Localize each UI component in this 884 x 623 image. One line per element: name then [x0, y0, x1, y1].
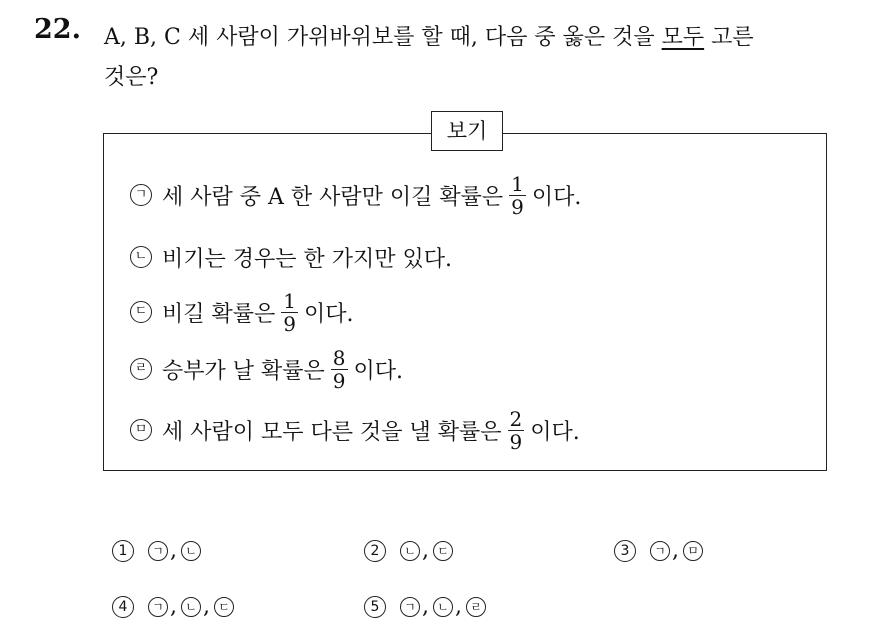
circled-letter-icon: ㄱ [400, 597, 420, 617]
answer-choice-5[interactable]: 5 ㄱ , ㄴ , ㄹ [364, 594, 486, 619]
answer-choice-3[interactable]: 3 ㄱ , ㅁ [614, 538, 703, 563]
fraction-denominator: 9 [332, 368, 346, 393]
statement-text: 승부가 날 확률은 [162, 358, 325, 384]
statement-item [130, 284, 354, 340]
fraction [509, 173, 526, 218]
fraction-denominator: 9 [283, 311, 296, 336]
choice-number-icon: 5 [364, 596, 386, 618]
circled-letter-icon: ㄱ [148, 597, 168, 617]
circled-letter-icon: ㄴ [181, 541, 201, 561]
question-number: 22. [34, 14, 81, 45]
fraction [281, 290, 298, 335]
circled-letter-icon: ㄱ [130, 184, 152, 206]
statement-text: 세 사람 중 A 한 사람만 이길 확률은 [162, 184, 504, 210]
choice-number-icon: 1 [112, 540, 134, 562]
fraction-denominator: 9 [511, 194, 524, 219]
circled-letter-icon: ㅁ [683, 541, 703, 561]
choice-number-icon: 2 [364, 540, 386, 562]
question-text-after: 고른 [711, 25, 754, 50]
answer-choice-1[interactable]: 1 ㄱ , ㄴ [112, 538, 201, 563]
circled-letter-icon: ㄱ [148, 541, 168, 561]
answer-choice-4[interactable]: 4 ㄱ , ㄴ , ㄷ [112, 594, 234, 619]
question-text-before: A, B, C 세 사람이 가위바위보를 할 때, 다음 중 옳은 것을 [104, 25, 655, 50]
statement-item [130, 402, 580, 458]
question-emphasis: 모두 [661, 25, 705, 50]
circled-letter-icon: ㅁ [130, 419, 152, 441]
statement-item [130, 167, 581, 223]
statement-item [130, 341, 403, 397]
circled-letter-icon: ㄴ [130, 246, 152, 268]
example-box-title: 보기 [431, 111, 503, 151]
circled-letter-icon: ㄷ [433, 541, 453, 561]
fraction-numerator: 8 [332, 345, 346, 370]
fraction-denominator: 9 [509, 429, 523, 454]
statement-suffix: 이다. [304, 301, 354, 327]
fraction-numerator: 1 [283, 288, 296, 313]
statement-text: 비기는 경우는 한 가지만 있다. [162, 246, 452, 272]
example-box [103, 119, 827, 471]
fraction [331, 347, 348, 392]
circled-letter-icon: ㄴ [433, 597, 453, 617]
circled-letter-icon: ㄷ [130, 301, 152, 323]
circled-letter-icon: ㄱ [650, 541, 670, 561]
choice-number-icon: 3 [614, 540, 636, 562]
statement-suffix: 이다. [530, 419, 580, 445]
circled-letter-icon: ㄹ [466, 597, 486, 617]
choice-number-icon: 4 [112, 596, 134, 618]
statement-suffix: 이다. [353, 358, 403, 384]
answer-choice-2[interactable]: 2 ㄴ , ㄷ [364, 538, 453, 563]
circled-letter-icon: ㄴ [181, 597, 201, 617]
circled-letter-icon: ㄷ [214, 597, 234, 617]
statement-text: 비길 확률은 [162, 301, 276, 327]
question-text-line2: 것은? [104, 65, 159, 90]
statement-item [130, 229, 452, 285]
statement-text: 세 사람이 모두 다른 것을 낼 확률은 [162, 419, 502, 445]
question-text [104, 18, 864, 98]
fraction-numerator: 2 [509, 406, 523, 431]
circled-letter-icon: ㄴ [400, 541, 420, 561]
fraction [508, 408, 525, 453]
statement-suffix: 이다. [531, 184, 582, 210]
fraction-numerator: 1 [511, 171, 524, 196]
circled-letter-icon: ㄹ [130, 358, 152, 380]
